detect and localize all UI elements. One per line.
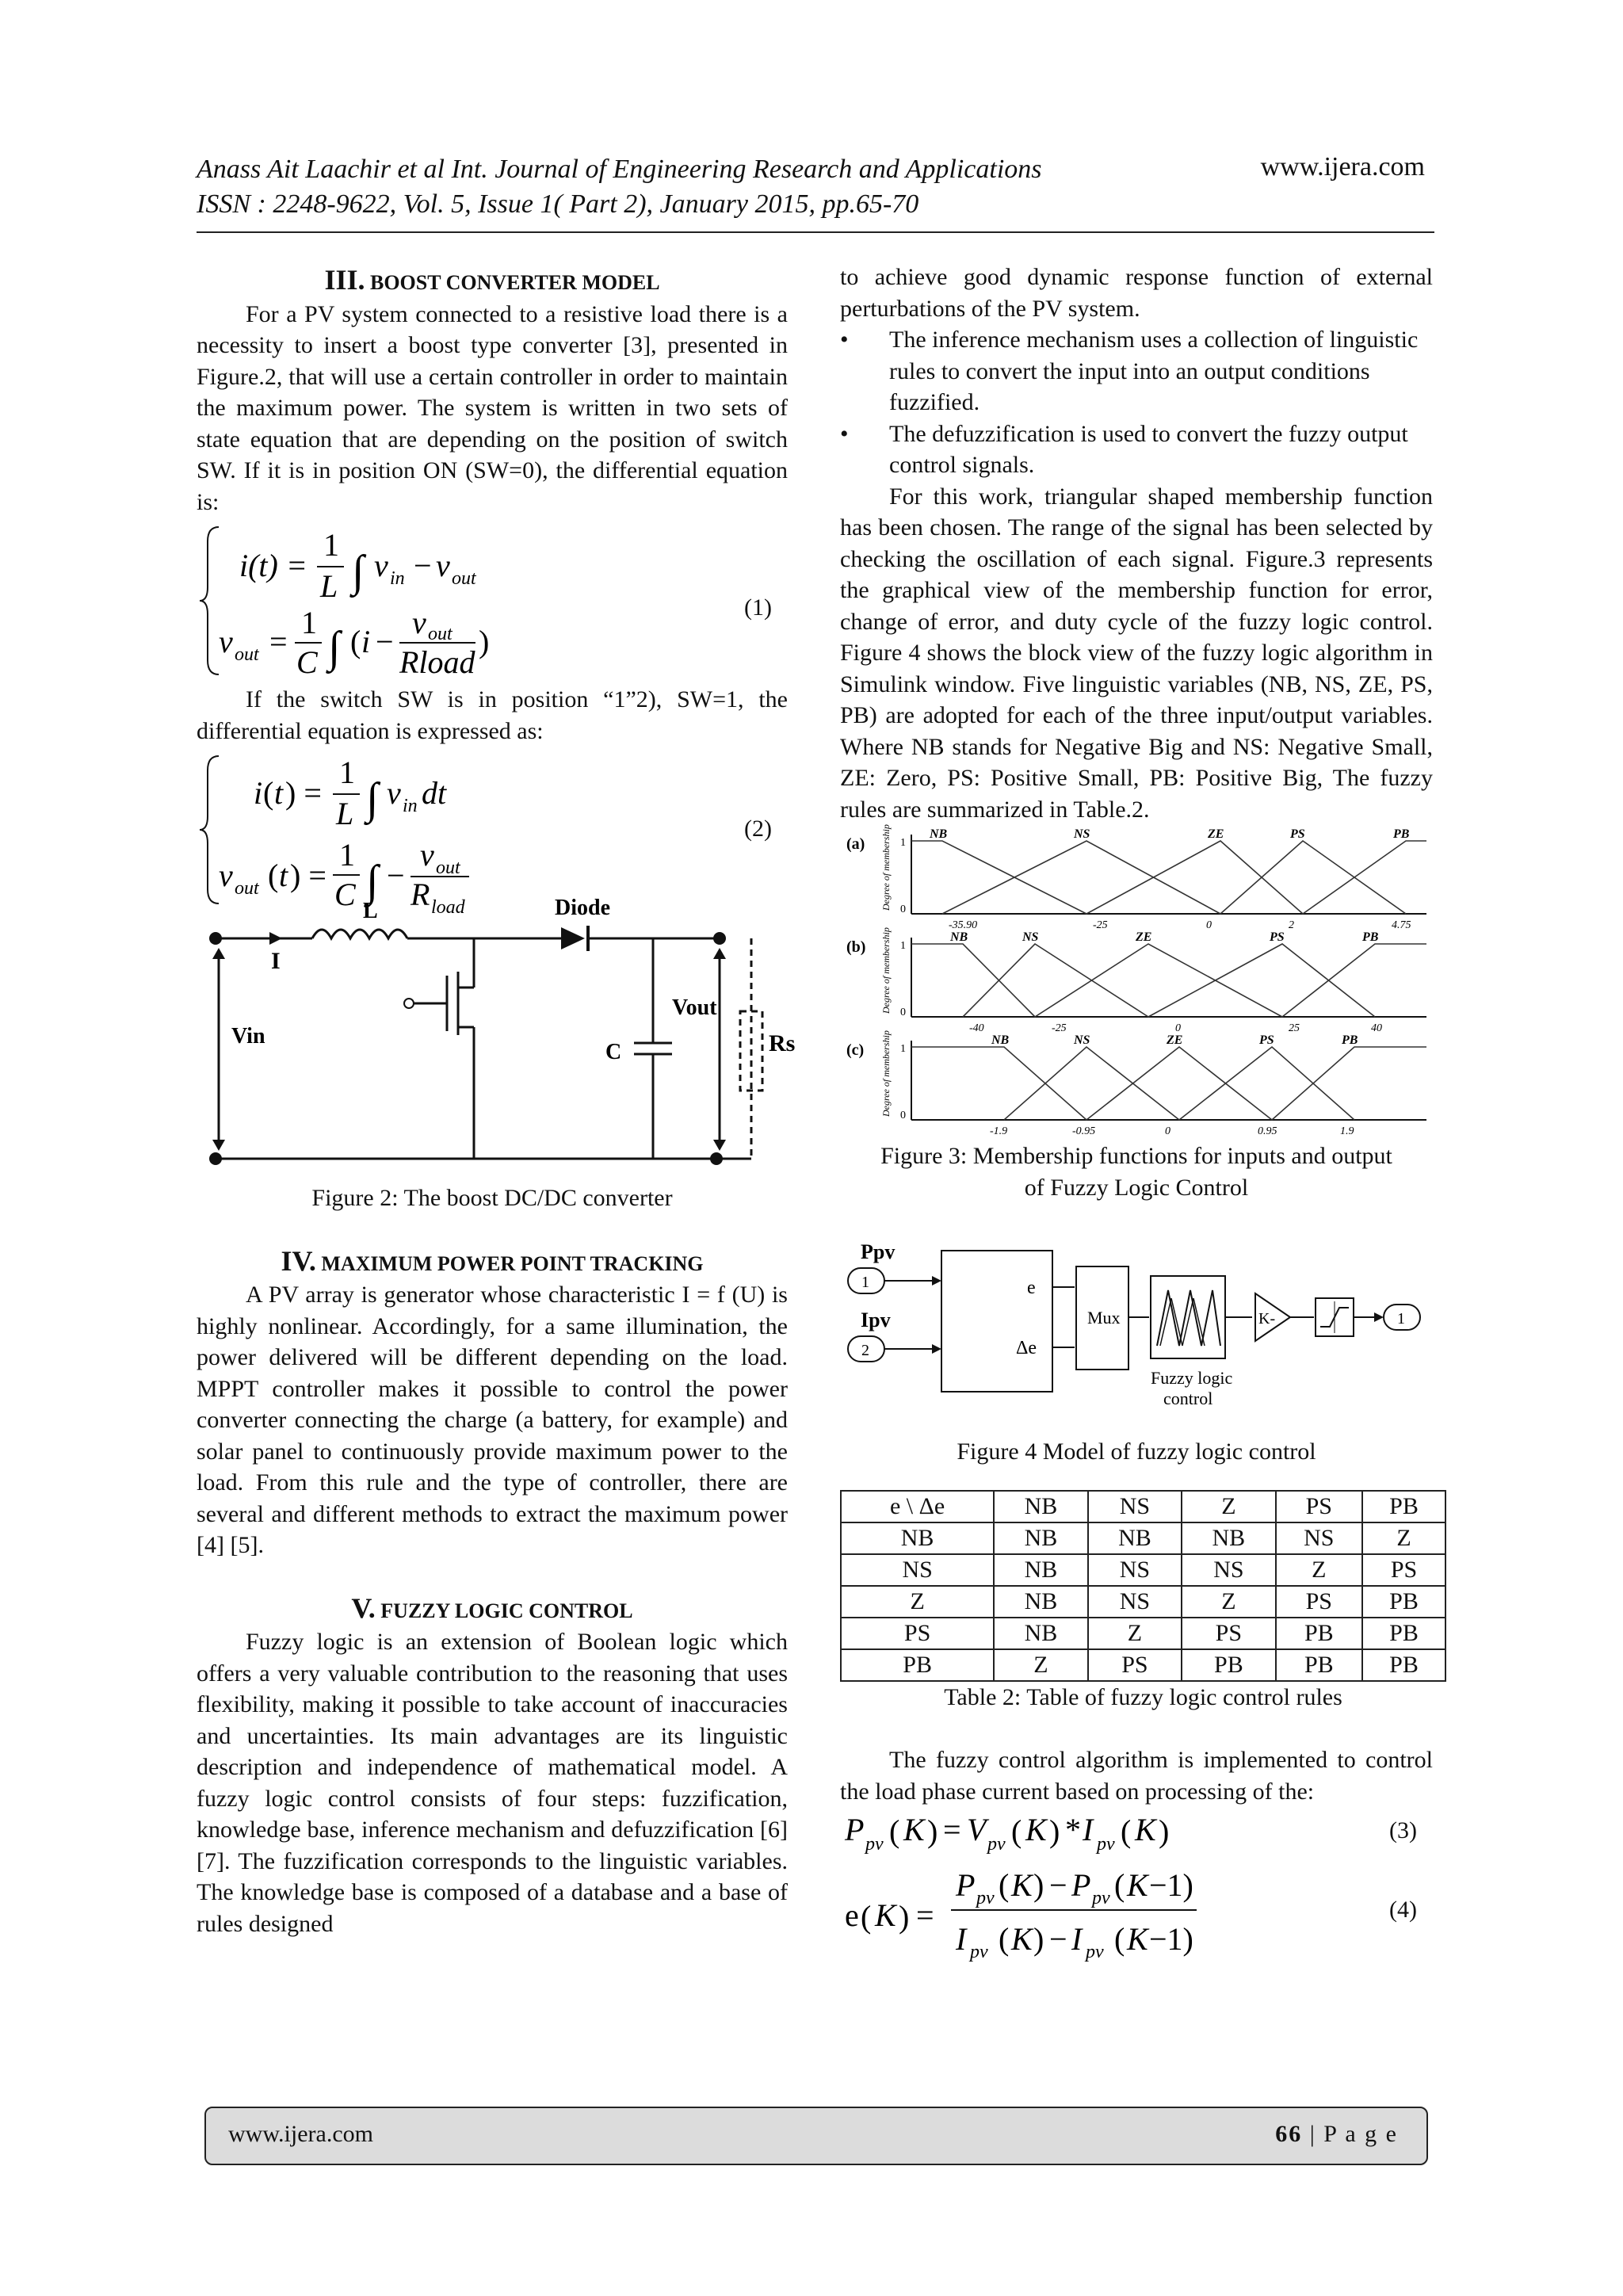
svg-text:*: * [1065, 1812, 1081, 1847]
fuzzy-logic-controller-block [1151, 1276, 1225, 1358]
svg-text:K: K [1011, 1921, 1033, 1957]
table-cell: NS [1276, 1522, 1362, 1554]
y-tick-zero: 0 [900, 1110, 906, 1121]
table-header-cell: PB [1362, 1491, 1445, 1522]
svg-text:): ) [479, 624, 490, 659]
svg-text:pv: pv [1086, 1942, 1104, 1962]
svg-text:(: ( [1114, 1921, 1125, 1957]
svg-text:(: ( [999, 1921, 1010, 1957]
flc-label-line1: Fuzzy logic [1151, 1368, 1233, 1388]
membership-triangle [1086, 841, 1303, 914]
figure-4-caption: Figure 4 Model of fuzzy logic control [957, 1438, 1316, 1465]
membership-triangle [1272, 1047, 1426, 1120]
left-column [197, 264, 796, 1939]
section-4-heading: IV. MAXIMUM POWER POINT TRACKING [281, 1244, 704, 1277]
figure-4-simulink-model [840, 1235, 1433, 1433]
membership-label: NS [1074, 827, 1090, 841]
error-port-label: e [1027, 1278, 1036, 1298]
gain-label: K- [1258, 1310, 1276, 1328]
right-column [840, 262, 1433, 1966]
right-col-para2: The fuzzy control algorithm is implemented to control the load phase current based on processing of the: [840, 1747, 1433, 1805]
membership-triangle [1303, 841, 1426, 914]
table-cell: Z [1276, 1554, 1362, 1586]
svg-text:out: out [428, 624, 453, 644]
equation-3-number: (3) [1389, 1817, 1417, 1843]
table-cell: NB [1088, 1522, 1182, 1554]
svg-text:−: − [1049, 1867, 1067, 1903]
table-2-caption: Table 2: Table of fuzzy logic control rules [944, 1683, 1342, 1710]
svg-text:∫: ∫ [366, 857, 379, 906]
svg-text:v: v [219, 624, 233, 659]
equation-2-graphic [197, 747, 788, 918]
svg-text:−1): −1) [1149, 1867, 1193, 1903]
capacitor-label: C [605, 1040, 622, 1064]
svg-text:L: L [320, 568, 338, 604]
svg-text:dt: dt [422, 775, 447, 811]
svg-text:K: K [1025, 1812, 1047, 1847]
table-header-cell: Z [1182, 1491, 1275, 1522]
svg-text:load: load [431, 897, 465, 918]
page-footer [204, 2107, 1428, 2165]
table-header-cell: PS [1276, 1491, 1362, 1522]
table-cell: PS [1362, 1554, 1445, 1586]
table-cell: PB [1362, 1649, 1445, 1681]
membership-triangle [1086, 1047, 1272, 1120]
inport-1-number: 1 [861, 1274, 869, 1291]
svg-text:=: = [943, 1812, 961, 1847]
membership-label: NB [991, 1033, 1010, 1047]
x-tick-label: 0.95 [1258, 1125, 1277, 1137]
svg-text:R: R [411, 877, 430, 912]
svg-text:i(t) =: i(t) = [239, 548, 307, 583]
diode-label: Diode [555, 896, 610, 920]
membership-triangle [1282, 944, 1426, 1017]
table-header-cell: NS [1088, 1491, 1182, 1522]
svg-text:L: L [336, 796, 354, 831]
svg-text:v: v [387, 775, 401, 811]
svg-text:pv: pv [970, 1942, 988, 1962]
y-tick-one: 1 [900, 940, 906, 952]
x-tick-label: 0 [1175, 1022, 1181, 1034]
ipv-label: Ipv [861, 1308, 891, 1331]
svg-text:t: t [274, 775, 284, 811]
section-4-para: A PV array is generator whose characteristic I = f (U) is highly nonlinear. Accordingly, for a same illumination, the power delivered will be different depending on the load. MPPT controller makes it possible to control the power converter connecting the charge (a battery, for example) and solar panel to continuously provide maximum power to the load. From this rule and the type of controller, there are several and different methods to extract the maximum power [4] [5]. [197, 1282, 788, 1558]
table-cell: PB [1362, 1618, 1445, 1649]
table-cell: NB [994, 1522, 1087, 1554]
svg-text:pv: pv [1097, 1834, 1115, 1855]
table-cell: NB [1182, 1522, 1275, 1554]
running-header-line1: Anass Ait Laachir et al Int. Journal of Engineering Research and Applications [197, 155, 1042, 184]
table-cell: Z [1088, 1618, 1182, 1649]
membership-label: ZE [1167, 1033, 1183, 1047]
svg-text:pv: pv [1092, 1888, 1110, 1908]
error-subsystem-block [941, 1251, 1052, 1392]
equation-1 [197, 518, 788, 684]
svg-text:t: t [279, 858, 288, 893]
vin-label: Vin [231, 1024, 265, 1049]
section-3-para1: For a PV system connected to a resistive load there is a necessity to insert a boost type converter [3], presented in Figure.2, that will use a certain controller in order to maintain the maximum power. The system is written in two sets of state equation that are depending on the position of switch SW. If it is in position ON (SW=0), the differential equation is: [197, 300, 788, 515]
footer-page-number: 66 | P a g e [1275, 2121, 1398, 2147]
svg-text:−: − [387, 858, 405, 893]
table-cell: NB [994, 1554, 1087, 1586]
right-col-para: For this work, triangular shaped membership function has been chosen. The range of the signal has been selected by checking the oscillation of each signal. Figure.3 represents the graphical view of the membership function for error, change of error, and duty cycle of the fuzzy logic control. Figure 4 shows the block view of the fuzzy logic algorithm in Simulink window. Five linguistic variables (NB, NS, ZE, PS, PB) are adopted for each of the three input/output variables. Where NB stands for Negative Big and NS: Negative Small, ZE: Zero, PS: Positive Small, PB: Positive Big, The fuzzy rules are summarized in Table.2. [840, 483, 1433, 823]
svg-text:(: ( [1121, 1813, 1132, 1849]
svg-text:(: ( [861, 1899, 872, 1935]
figure-3-caption-line2: of Fuzzy Logic Control [1024, 1174, 1249, 1201]
x-tick-label: 2 [1289, 919, 1294, 931]
svg-text:−1): −1) [1149, 1921, 1193, 1957]
x-tick-label: -40 [969, 1022, 984, 1034]
svg-text:I: I [956, 1921, 967, 1957]
membership-label: PS [1259, 1033, 1274, 1047]
table-cell: PS [1182, 1618, 1275, 1649]
svg-text:−: − [1049, 1921, 1067, 1957]
figure-2-caption: Figure 2: The boost DC/DC converter [311, 1185, 673, 1211]
table-cell: Z [1362, 1522, 1445, 1554]
table-cell: NB [994, 1586, 1087, 1618]
membership-label: PB [1342, 1033, 1358, 1047]
bullet-inference: • The inference mechanism uses a collection of linguistic rules to convert the input into an output conditions fuzzified. [840, 327, 1419, 415]
svg-text:in: in [403, 796, 418, 816]
svg-text:(: ( [263, 775, 274, 811]
panel-tag: (c) [846, 1041, 865, 1059]
svg-text:out: out [452, 568, 476, 589]
svg-text:): ) [1033, 1921, 1044, 1957]
figure-3-membership-functions [840, 824, 1433, 1139]
svg-text:(: ( [889, 1813, 900, 1849]
y-tick-zero: 0 [900, 1007, 906, 1018]
x-tick-label: -25 [1052, 1022, 1067, 1034]
y-axis-label: Degree of membership [880, 1030, 892, 1117]
y-axis-label: Degree of membership [880, 824, 892, 911]
equation-1-number: (1) [744, 594, 772, 621]
membership-label: ZE [1208, 827, 1224, 841]
svg-text:P: P [956, 1867, 976, 1903]
figure-3-caption-line1: Figure 3: Membership functions for inputs and output [880, 1143, 1392, 1169]
svg-text:K: K [1127, 1867, 1148, 1903]
membership-label: PS [1270, 930, 1285, 944]
membership-triangle [911, 1047, 1086, 1120]
table-cell: PB [1362, 1586, 1445, 1618]
table-cell: PB [1276, 1618, 1362, 1649]
table-header-row [841, 1491, 1445, 1522]
delta-error-port-label: Δe [1016, 1338, 1037, 1358]
table-cell: NS [1088, 1554, 1182, 1586]
svg-text:pv: pv [865, 1834, 884, 1855]
svg-text:1: 1 [339, 837, 355, 873]
membership-triangle [1004, 1047, 1179, 1120]
svg-text:∫: ∫ [328, 623, 341, 672]
y-tick-one: 1 [900, 837, 906, 849]
svg-text:K: K [1135, 1812, 1156, 1847]
svg-text:) =: ) = [285, 775, 322, 811]
svg-text:v: v [436, 548, 450, 583]
section-3-para2: If the switch SW is in position “1”2), SW=1, the differential equation is expressed as: [197, 686, 788, 744]
table-cell: Z [1182, 1586, 1275, 1618]
svg-text:K: K [1127, 1921, 1148, 1957]
table-header-cell: e \ Δe [841, 1491, 994, 1522]
membership-triangle [1220, 841, 1406, 914]
svg-text:P: P [1071, 1867, 1091, 1903]
table-cell: NB [994, 1618, 1087, 1649]
x-tick-label: 0 [1165, 1125, 1170, 1137]
flc-label-line2: control [1163, 1389, 1213, 1408]
x-tick-label: -1.9 [990, 1125, 1008, 1137]
table-cell: PS [1088, 1649, 1182, 1681]
x-tick-label: -25 [1093, 919, 1108, 931]
section-5-heading: V. FUZZY LOGIC CONTROL [351, 1591, 633, 1624]
membership-label: NB [950, 930, 968, 944]
panel-tag: (a) [846, 835, 865, 853]
svg-text:1: 1 [339, 755, 355, 790]
membership-label: ZE [1136, 930, 1152, 944]
y-axis-label: Degree of membership [880, 927, 892, 1014]
inport-2-number: 2 [861, 1342, 869, 1359]
svg-text:K: K [903, 1812, 925, 1847]
membership-triangle [963, 944, 1148, 1017]
equation-2 [197, 747, 788, 918]
equation-1-graphic [197, 518, 788, 684]
membership-label: NS [1022, 930, 1039, 944]
svg-text:) =: ) = [290, 858, 327, 893]
svg-text:K: K [1011, 1867, 1033, 1903]
vout-label: Vout [672, 995, 717, 1020]
mux-label: Mux [1087, 1308, 1121, 1328]
x-tick-label: 0 [1206, 919, 1212, 931]
load-label: Rs [769, 1030, 796, 1056]
x-tick-label: -0.95 [1072, 1125, 1096, 1137]
table-row-label: NS [841, 1554, 994, 1586]
svg-text:1: 1 [301, 605, 317, 640]
right-col-continuation: to achieve good dynamic response function of external perturbations of the PV system. [840, 264, 1433, 322]
outport-1-number: 1 [1397, 1310, 1405, 1328]
svg-text:e: e [845, 1897, 859, 1933]
table-cell: PB [1182, 1649, 1275, 1681]
table-row-label: PS [841, 1618, 994, 1649]
svg-text:in: in [390, 568, 405, 589]
footer-website: www.ijera.com [228, 2121, 373, 2147]
svg-text:(: ( [999, 1867, 1010, 1903]
svg-text:i: i [361, 624, 371, 659]
svg-text:(: ( [1011, 1813, 1022, 1849]
table-row [841, 1586, 1445, 1618]
journal-website: www.ijera.com [1260, 152, 1425, 181]
svg-text:∫: ∫ [352, 547, 365, 596]
svg-text:=: = [916, 1897, 934, 1933]
svg-text:=: = [269, 624, 288, 659]
svg-text:out: out [235, 878, 259, 899]
membership-triangle [1035, 944, 1282, 1017]
svg-text:pv: pv [976, 1888, 995, 1908]
equations-3-4-graphic [840, 1807, 1433, 1966]
svg-text:out: out [235, 644, 259, 665]
svg-text:v: v [420, 837, 434, 873]
equations-3-4 [840, 1807, 1433, 1966]
table-row-label: PB [841, 1649, 994, 1681]
svg-text:1: 1 [323, 527, 339, 563]
svg-text:I: I [1083, 1812, 1094, 1847]
membership-label: NS [1074, 1033, 1090, 1047]
inductor-label: L [363, 899, 378, 923]
svg-text:out: out [436, 858, 460, 878]
fuzzy-rules-table [840, 1490, 1446, 1682]
running-header-line2: ISSN : 2248-9622, Vol. 5, Issue 1( Part 2), January 2015, pp.65-70 [197, 189, 919, 219]
table-cell: PB [1276, 1649, 1362, 1681]
x-tick-label: 25 [1289, 1022, 1300, 1034]
y-tick-zero: 0 [900, 904, 906, 915]
table-row-label: Z [841, 1586, 994, 1618]
x-tick-label: 4.75 [1392, 919, 1411, 931]
svg-text:∫: ∫ [366, 774, 379, 823]
section-5-para: Fuzzy logic is an extension of Boolean logic which offers a very valuable contribution to the reasoning that uses flexibility, making it possible to take account of inaccuracies and uncertainties. Its main advantages are its linguistic description and independence of mathematical model. A fuzzy logic control consists of four steps: fuzzification, knowledge base, inference mechanism and defuzzification [6] [7]. The fuzzification corresponds to the linguistic variables. The knowledge base is composed of a database and a base of rules designed [197, 1629, 788, 1937]
membership-triangle [1179, 1047, 1354, 1120]
x-tick-label: -35.90 [949, 919, 978, 931]
table-cell: NS [1088, 1586, 1182, 1618]
svg-text:C: C [296, 644, 318, 680]
svg-text:V: V [967, 1812, 987, 1847]
equation-2-number: (2) [744, 816, 772, 842]
x-tick-label: 40 [1371, 1022, 1382, 1034]
bullet-defuzzification: • The defuzzification is used to convert the fuzzy output control signals. [840, 420, 1408, 478]
current-label: I [271, 948, 281, 974]
membership-label: PB [1362, 930, 1379, 944]
svg-text:Rload: Rload [399, 644, 475, 680]
svg-text:−: − [376, 624, 394, 659]
table-header-cell: NB [994, 1491, 1087, 1522]
table-row [841, 1649, 1445, 1681]
svg-text:I: I [1071, 1921, 1083, 1957]
svg-text:): ) [1033, 1867, 1044, 1903]
membership-label: NB [930, 827, 948, 841]
table-row [841, 1522, 1445, 1554]
table-row [841, 1618, 1445, 1649]
panel-tag: (b) [846, 938, 866, 956]
section-3-heading: III. BOOST CONVERTER MODEL [324, 264, 660, 296]
ppv-label: Ppv [861, 1240, 896, 1263]
membership-label: PS [1290, 827, 1305, 841]
table-row-label: NB [841, 1522, 994, 1554]
svg-text:v: v [412, 605, 426, 640]
membership-triangle [942, 841, 1220, 914]
table-cell: PS [1276, 1586, 1362, 1618]
equation-4-number: (4) [1389, 1897, 1417, 1923]
svg-text:(: ( [350, 624, 361, 659]
table-cell: Z [994, 1649, 1087, 1681]
membership-triangle [911, 841, 1086, 914]
svg-text:): ) [1159, 1813, 1170, 1849]
svg-text:P: P [845, 1812, 865, 1847]
table-cell: NS [1182, 1554, 1275, 1586]
svg-text:K: K [875, 1897, 896, 1933]
svg-text:C: C [334, 877, 356, 912]
svg-text:(: ( [1114, 1867, 1125, 1903]
table-row [841, 1554, 1445, 1586]
x-tick-label: 1.9 [1340, 1125, 1354, 1137]
svg-text:): ) [1049, 1813, 1060, 1849]
svg-text:−: − [414, 548, 432, 583]
svg-text:i: i [254, 775, 263, 811]
svg-text:v: v [219, 858, 233, 893]
svg-text:): ) [899, 1899, 910, 1935]
svg-text:): ) [927, 1813, 938, 1849]
svg-text:(: ( [268, 858, 279, 893]
membership-label: PB [1393, 827, 1410, 841]
svg-text:v: v [374, 548, 388, 583]
svg-text:pv: pv [987, 1834, 1006, 1855]
header-rule [197, 231, 1434, 233]
y-tick-one: 1 [900, 1043, 906, 1055]
